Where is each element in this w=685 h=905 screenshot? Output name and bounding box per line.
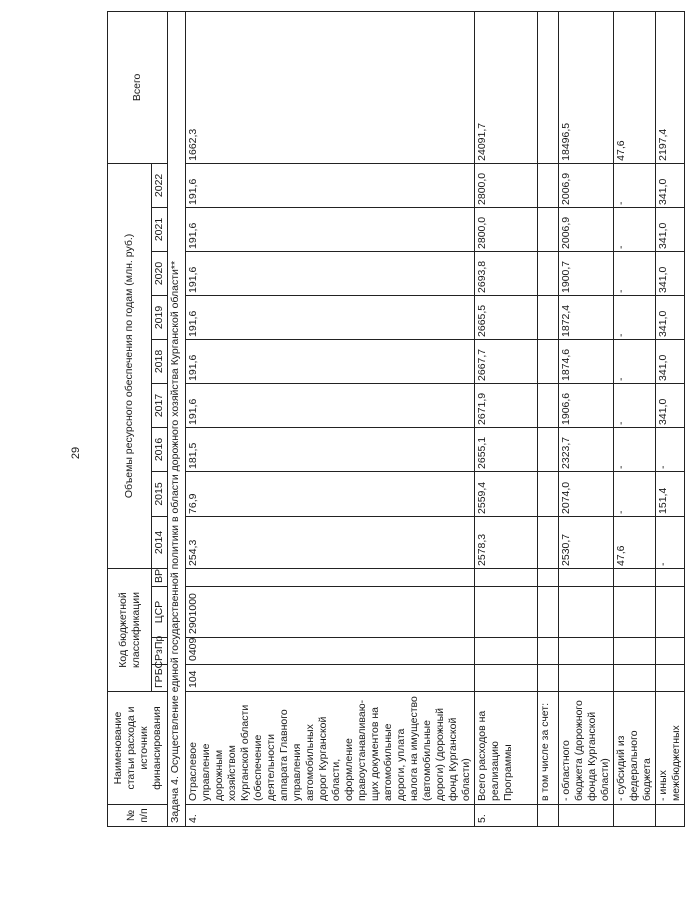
row-value: 191,6 bbox=[186, 339, 475, 383]
rotated-table-container bbox=[107, 57, 682, 827]
row-value bbox=[538, 427, 559, 471]
row-total: 2197,4 bbox=[656, 11, 685, 163]
row-value: 2667,7 bbox=[475, 339, 538, 383]
row-value: 191,6 bbox=[186, 163, 475, 207]
row-vr bbox=[656, 568, 685, 586]
header-year: 2020 bbox=[152, 251, 168, 295]
header-kbk: Код бюджетной классификации bbox=[108, 568, 152, 691]
table-row bbox=[614, 11, 656, 826]
row-grbs bbox=[656, 665, 685, 692]
header-year: 2015 bbox=[152, 471, 168, 516]
row-value bbox=[538, 163, 559, 207]
row-value: 2074,0 bbox=[559, 471, 614, 516]
row-total: 18496,5 bbox=[559, 11, 614, 163]
row-value: 2800,0 bbox=[475, 207, 538, 251]
row-vr bbox=[614, 568, 656, 586]
row-grbs: 104 bbox=[186, 665, 475, 692]
row-name: - иных межбюджетных bbox=[656, 692, 685, 805]
row-value: 341,0 bbox=[656, 383, 685, 427]
row-value: 191,6 bbox=[186, 251, 475, 295]
row-value: 2693,8 bbox=[475, 251, 538, 295]
row-value: - bbox=[656, 427, 685, 471]
row-rzpr bbox=[538, 638, 559, 665]
row-value bbox=[538, 516, 559, 568]
row-total bbox=[538, 11, 559, 163]
row-value: - bbox=[614, 251, 656, 295]
row-name: - областного бюджета (дорожного фонда Курганской области) bbox=[559, 692, 614, 805]
row-vr bbox=[559, 568, 614, 586]
row-grbs bbox=[538, 665, 559, 692]
row-csr bbox=[614, 587, 656, 638]
row-grbs bbox=[559, 665, 614, 692]
header-kbk-col: ЦСР bbox=[152, 587, 168, 638]
row-value: 341,0 bbox=[656, 207, 685, 251]
header-kbk-col: РзПр bbox=[152, 638, 168, 665]
row-value: 181,5 bbox=[186, 427, 475, 471]
row-value bbox=[538, 207, 559, 251]
row-total: 24091,7 bbox=[475, 11, 538, 163]
row-csr bbox=[475, 587, 538, 638]
row-vr bbox=[475, 568, 538, 586]
row-value: 2006,9 bbox=[559, 163, 614, 207]
row-rzpr: 0409 bbox=[186, 638, 475, 665]
header-year: 2018 bbox=[152, 339, 168, 383]
row-grbs bbox=[614, 665, 656, 692]
row-value bbox=[538, 339, 559, 383]
row-value: 191,6 bbox=[186, 207, 475, 251]
row-value: 2323,7 bbox=[559, 427, 614, 471]
table-row bbox=[559, 11, 614, 826]
row-value: 341,0 bbox=[656, 339, 685, 383]
header-total: Всего bbox=[108, 11, 168, 163]
row-value: 1906,6 bbox=[559, 383, 614, 427]
row-value: 254,3 bbox=[186, 516, 475, 568]
row-csr: 2901000 bbox=[186, 587, 475, 638]
header-num: № п/п bbox=[108, 805, 168, 827]
row-value: 2671,9 bbox=[475, 383, 538, 427]
row-value: - bbox=[614, 207, 656, 251]
row-value bbox=[538, 383, 559, 427]
header-year: 2016 bbox=[152, 427, 168, 471]
row-value: 151,4 bbox=[656, 471, 685, 516]
row-name: в том числе за счет: bbox=[538, 692, 559, 805]
row-value: 341,0 bbox=[656, 295, 685, 339]
row-value: 1872,4 bbox=[559, 295, 614, 339]
header-year: 2014 bbox=[152, 516, 168, 568]
row-value: 191,6 bbox=[186, 383, 475, 427]
row-value: 341,0 bbox=[656, 251, 685, 295]
row-csr bbox=[538, 587, 559, 638]
table-row bbox=[475, 11, 538, 826]
header-name: Наименование статьи расхода и источник финансирования bbox=[108, 692, 168, 805]
row-num bbox=[614, 805, 656, 827]
row-name: - субсидий из федерального бюджета bbox=[614, 692, 656, 805]
header-year: 2022 bbox=[152, 163, 168, 207]
row-value: 2665,5 bbox=[475, 295, 538, 339]
page-number: 29 bbox=[70, 446, 83, 460]
row-value: 76,9 bbox=[186, 471, 475, 516]
row-value: - bbox=[614, 295, 656, 339]
row-rzpr bbox=[475, 638, 538, 665]
header-year: 2021 bbox=[152, 207, 168, 251]
row-name: Всего расходов на реализацию Программы bbox=[475, 692, 538, 805]
table-row bbox=[538, 11, 559, 826]
row-rzpr bbox=[614, 638, 656, 665]
budget-table bbox=[107, 11, 685, 827]
row-num bbox=[559, 805, 614, 827]
row-value bbox=[538, 295, 559, 339]
row-value: 2655,1 bbox=[475, 427, 538, 471]
header-year: 2019 bbox=[152, 295, 168, 339]
row-value: 341,0 bbox=[656, 163, 685, 207]
row-value: 2559,4 bbox=[475, 471, 538, 516]
row-num bbox=[656, 805, 685, 827]
row-value: - bbox=[614, 339, 656, 383]
row-num bbox=[538, 805, 559, 827]
row-total: 47,6 bbox=[614, 11, 656, 163]
header-volumes: Объемы ресурсного обеспечения по годам (млн. руб.) bbox=[108, 163, 152, 568]
table-row bbox=[186, 11, 475, 826]
row-value: - bbox=[614, 163, 656, 207]
row-value: - bbox=[614, 427, 656, 471]
header-kbk-col: ВР bbox=[152, 568, 168, 586]
row-num: 5. bbox=[475, 805, 538, 827]
row-value: - bbox=[614, 383, 656, 427]
row-value: 191,6 bbox=[186, 295, 475, 339]
row-rzpr bbox=[559, 638, 614, 665]
row-total: 1662,3 bbox=[186, 11, 475, 163]
row-vr bbox=[186, 568, 475, 586]
row-value bbox=[538, 471, 559, 516]
row-vr bbox=[538, 568, 559, 586]
row-value: 47,6 bbox=[614, 516, 656, 568]
row-value: - bbox=[614, 471, 656, 516]
row-csr bbox=[559, 587, 614, 638]
row-value: 2800,0 bbox=[475, 163, 538, 207]
row-csr bbox=[656, 587, 685, 638]
row-num: 4. bbox=[186, 805, 475, 827]
row-value: 1874,6 bbox=[559, 339, 614, 383]
row-name: Отраслевое управление дорожным хозяйством Курганской области (обеспечение деятельности аппарата Главного управления автомобильных дорог Курганской области, оформление правоустанавливаю-щих документов на автомобильные дороги, уплата налога на имущество (автомобильные дороги) (дорожный фонд Курганской области) bbox=[186, 692, 475, 805]
row-rzpr bbox=[656, 638, 685, 665]
row-value: 2578,3 bbox=[475, 516, 538, 568]
row-value: 2530,7 bbox=[559, 516, 614, 568]
table-row bbox=[656, 11, 685, 826]
row-value: 2006,9 bbox=[559, 207, 614, 251]
row-value: 1900,7 bbox=[559, 251, 614, 295]
task-title: Задача 4. Осуществление единой государственной политики в области дорожного хозяйства Курганской области** bbox=[168, 11, 186, 826]
header-kbk-col: ГРБС bbox=[152, 665, 168, 692]
header-year: 2017 bbox=[152, 383, 168, 427]
row-value bbox=[538, 251, 559, 295]
row-value: - bbox=[656, 516, 685, 568]
row-grbs bbox=[475, 665, 538, 692]
